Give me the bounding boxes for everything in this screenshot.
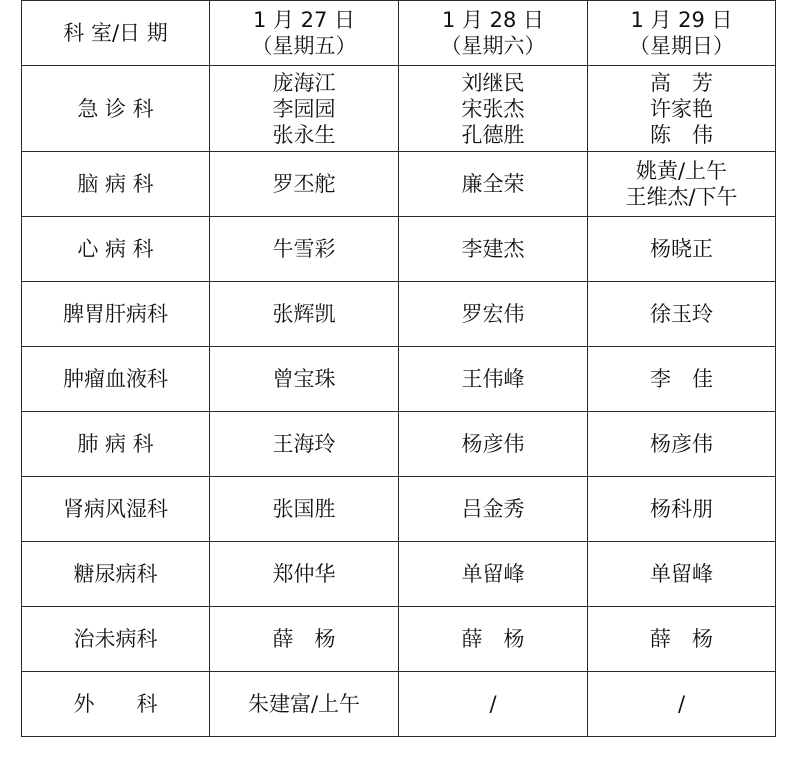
department-cell: 脾胃肝病科 bbox=[22, 282, 210, 347]
duty-cell bbox=[210, 412, 399, 477]
table-body bbox=[22, 1, 776, 737]
duty-cell bbox=[399, 66, 588, 152]
table-row bbox=[22, 347, 776, 412]
department-cell: 急 诊 科 bbox=[22, 66, 210, 152]
doctor-name: 刘继民 bbox=[461, 70, 525, 95]
doctor-name: 郑仲华 bbox=[272, 562, 336, 586]
duty-cell bbox=[588, 347, 776, 412]
duty-cell bbox=[588, 217, 776, 282]
department-cell: 肿瘤血液科 bbox=[22, 347, 210, 412]
day-date: 1 月 27 日 bbox=[252, 8, 356, 32]
doctor-name: / bbox=[489, 692, 497, 716]
doctor-name: 张国胜 bbox=[272, 497, 336, 521]
doctor-name: 曾宝珠 bbox=[272, 367, 336, 391]
doctor-name: 孔德胜 bbox=[461, 122, 525, 147]
table-row bbox=[22, 152, 776, 217]
department-cell: 脑 病 科 bbox=[22, 152, 210, 217]
doctor-name: 杨彦伟 bbox=[461, 432, 525, 456]
duty-cell bbox=[210, 347, 399, 412]
day-date: 1 月 29 日 bbox=[630, 8, 733, 32]
department-cell: 心 病 科 bbox=[22, 217, 210, 282]
doctor-name: 杨彦伟 bbox=[650, 432, 713, 456]
doctor-name: 李建杰 bbox=[461, 237, 525, 261]
doctor-name: 罗宏伟 bbox=[461, 302, 525, 326]
doctor-name: 吕金秀 bbox=[461, 497, 525, 521]
duty-cell bbox=[210, 66, 399, 152]
doctor-name: 陈 伟 bbox=[650, 122, 713, 147]
day-header-2 bbox=[399, 1, 588, 66]
day-weekday: （星期日） bbox=[629, 34, 734, 58]
doctor-name: 王维杰/下午 bbox=[625, 185, 738, 209]
doctor-name: 高 芳 bbox=[650, 70, 713, 95]
duty-cell bbox=[399, 347, 588, 412]
duty-cell bbox=[399, 152, 588, 217]
duty-cell bbox=[399, 412, 588, 477]
duty-cell bbox=[399, 282, 588, 347]
duty-cell bbox=[399, 607, 588, 672]
doctor-name: 张永生 bbox=[272, 122, 336, 147]
department-cell: 治未病科 bbox=[22, 607, 210, 672]
doctor-name: 王伟峰 bbox=[461, 367, 525, 391]
duty-cell bbox=[210, 477, 399, 542]
doctor-name: 许家艳 bbox=[650, 96, 713, 121]
department-cell: 肺 病 科 bbox=[22, 412, 210, 477]
duty-cell bbox=[588, 477, 776, 542]
table-row bbox=[22, 542, 776, 607]
doctor-name: 庞海江 bbox=[272, 70, 336, 95]
duty-cell bbox=[210, 152, 399, 217]
duty-cell bbox=[588, 542, 776, 607]
doctor-name: 廉全荣 bbox=[461, 172, 525, 196]
day-header-3 bbox=[588, 1, 776, 66]
day-weekday: （星期五） bbox=[251, 34, 357, 58]
doctor-name: 薛 杨 bbox=[461, 627, 525, 651]
day-weekday: （星期六） bbox=[440, 34, 546, 58]
doctor-name: 李 佳 bbox=[650, 367, 713, 391]
duty-cell bbox=[588, 607, 776, 672]
doctor-name: 薛 杨 bbox=[650, 627, 713, 651]
doctor-name: 杨科朋 bbox=[650, 497, 713, 521]
day-header-1 bbox=[210, 1, 399, 66]
duty-cell bbox=[210, 217, 399, 282]
table-row bbox=[22, 282, 776, 347]
doctor-name: / bbox=[677, 692, 686, 716]
duty-cell bbox=[210, 607, 399, 672]
doctor-name: 张辉凯 bbox=[272, 302, 336, 326]
duty-cell bbox=[210, 672, 399, 737]
doctor-name: 宋张杰 bbox=[461, 96, 525, 121]
doctor-name: 李园园 bbox=[272, 96, 336, 121]
duty-cell bbox=[210, 282, 399, 347]
duty-cell bbox=[588, 66, 776, 152]
doctor-name: 单留峰 bbox=[650, 562, 713, 586]
table-row bbox=[22, 477, 776, 542]
table-row bbox=[22, 672, 776, 737]
duty-cell bbox=[588, 152, 776, 217]
doctor-name: 单留峰 bbox=[461, 562, 525, 586]
duty-cell bbox=[399, 217, 588, 282]
doctor-name: 徐玉玲 bbox=[650, 302, 713, 326]
duty-cell bbox=[399, 542, 588, 607]
duty-cell bbox=[210, 542, 399, 607]
table-row bbox=[22, 412, 776, 477]
duty-cell bbox=[399, 477, 588, 542]
doctor-name: 罗丕舵 bbox=[272, 172, 336, 196]
header-row bbox=[22, 1, 776, 66]
duty-cell bbox=[588, 672, 776, 737]
day-date: 1 月 28 日 bbox=[441, 8, 545, 32]
department-cell: 肾病风湿科 bbox=[22, 477, 210, 542]
doctor-name: 牛雪彩 bbox=[272, 237, 336, 261]
department-cell: 糖尿病科 bbox=[22, 542, 210, 607]
duty-schedule-table bbox=[21, 0, 776, 737]
doctor-name: 王海玲 bbox=[272, 432, 336, 456]
doctor-name: 薛 杨 bbox=[272, 627, 336, 651]
table-row bbox=[22, 607, 776, 672]
doctor-name: 杨晓正 bbox=[650, 237, 713, 261]
table-row bbox=[22, 66, 776, 152]
duty-cell bbox=[399, 672, 588, 737]
department-cell: 外 科 bbox=[22, 672, 210, 737]
duty-cell bbox=[588, 282, 776, 347]
duty-cell bbox=[588, 412, 776, 477]
table-row bbox=[22, 217, 776, 282]
doctor-name: 姚黄/上午 bbox=[635, 159, 728, 183]
doctor-name: 朱建富/上午 bbox=[247, 692, 361, 716]
corner-header: 科 室/日 期 bbox=[22, 1, 210, 66]
